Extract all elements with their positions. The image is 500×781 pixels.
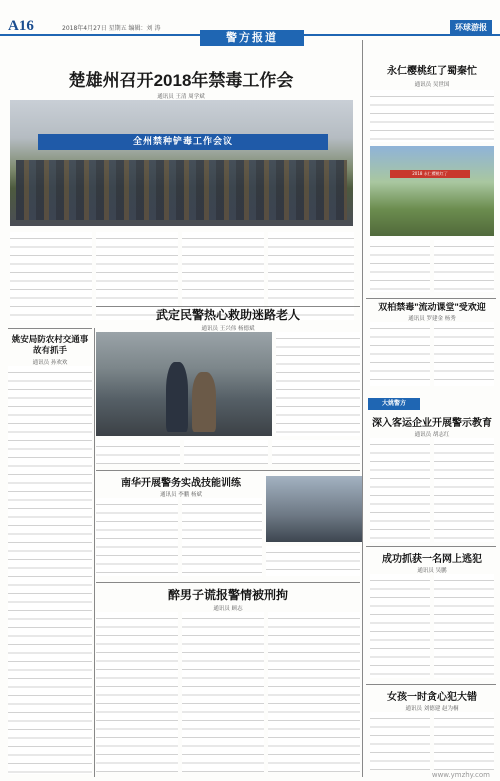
right-lower-text-2 <box>434 438 494 542</box>
main-headline: 楚雄州召开2018年禁毒工作会 <box>68 71 294 90</box>
left-mid-byline: 通讯员 孙欢欢 <box>32 360 68 366</box>
right-bottom-text-1 <box>370 712 430 770</box>
center-mid-text-side <box>276 332 360 436</box>
right-low-text-1 <box>370 574 430 678</box>
date-line: 2018年4月27日 星期五 编辑：刘 涛 <box>62 25 161 32</box>
right-bottom-text-2 <box>434 712 494 770</box>
right-lower-text-1 <box>370 438 430 542</box>
brand-logo: 环球游报 <box>450 20 492 35</box>
center-bottom-text-3 <box>268 612 360 772</box>
center-bottom-headline: 醉男子谎报警情被刑拘 <box>167 588 288 602</box>
main-byline: 通讯员 王清 周学斌 <box>157 94 205 100</box>
left-column-divider <box>94 328 95 777</box>
photo-figure-elder <box>192 372 216 432</box>
right-mid-text-2 <box>434 322 494 386</box>
center-bottom-text-1 <box>96 612 178 772</box>
right-top-text-2 <box>370 240 430 292</box>
left-mid-headline: 姚安局防农村交通事故有抓手 <box>11 334 89 355</box>
right-low-headline: 成功抓获一名网上逃犯 <box>382 554 482 565</box>
photo-banner: 全州禁种铲毒工作会议 <box>38 134 328 150</box>
center-low-photo <box>266 476 362 542</box>
center-mid-photo <box>96 332 272 436</box>
photo-figure-officer <box>166 362 188 432</box>
section-title: 警方报道 <box>200 30 304 46</box>
section-tag: 大姚警方 <box>368 398 420 410</box>
right-mid-rule <box>366 298 496 299</box>
center-low-text-3 <box>266 546 360 576</box>
center-mid-byline: 通讯员 王兴伟 杨德斌 <box>201 326 255 332</box>
center-low-text-2 <box>182 498 262 576</box>
right-top-text-3 <box>434 240 494 292</box>
right-bottom-byline: 通讯员 刘德建 赵为桐 <box>405 706 459 712</box>
right-mid-headline: 双柏禁毒"流动课堂"受欢迎 <box>378 302 486 312</box>
right-lower-headline: 深入客运企业开展警示教育 <box>372 418 492 429</box>
right-bottom-headline: 女孩一时贪心犯大错 <box>387 692 477 703</box>
left-mid-text <box>8 366 92 774</box>
center-mid-text-1 <box>96 440 180 464</box>
right-low-rule <box>366 546 496 547</box>
center-low-rule <box>96 470 360 471</box>
right-top-photo <box>370 146 494 236</box>
right-top-byline: 通讯员 吴世国 <box>414 82 450 88</box>
center-bottom-byline: 通讯员 顾志 <box>213 606 243 612</box>
watermark: www.ymzhy.com <box>431 771 490 779</box>
center-low-headline: 南华开展警务实战技能训练 <box>121 478 241 489</box>
main-text-col-1 <box>10 232 92 320</box>
right-photo-banner: 2018 永仁樱桃红了 <box>390 170 470 178</box>
right-low-text-2 <box>434 574 494 678</box>
center-mid-text-2 <box>184 440 268 464</box>
right-lower-byline: 通讯员 胡志红 <box>414 432 450 438</box>
column-divider <box>362 40 363 777</box>
right-top-text <box>370 90 494 142</box>
center-mid-headline: 武定民警热心救助迷路老人 <box>155 308 300 322</box>
photo-crowd <box>16 160 347 220</box>
center-mid-text-3 <box>272 440 360 464</box>
right-bottom-rule <box>366 684 496 685</box>
center-bottom-rule <box>96 582 360 583</box>
left-rule <box>8 328 92 329</box>
right-mid-text-1 <box>370 322 430 386</box>
right-top-headline: 永仁樱桃红了蜀秦忙 <box>387 66 477 77</box>
center-bottom-text-2 <box>182 612 264 772</box>
center-low-text-1 <box>96 498 178 576</box>
right-mid-byline: 通讯员 罗建金 杨秀 <box>408 316 456 322</box>
page-number: A16 <box>8 18 34 34</box>
right-low-byline: 通讯员 吴鹏 <box>417 568 447 574</box>
main-photo <box>10 100 353 226</box>
page-header <box>0 0 500 48</box>
center-low-byline: 通讯员 李鹏 杨斌 <box>160 492 202 498</box>
